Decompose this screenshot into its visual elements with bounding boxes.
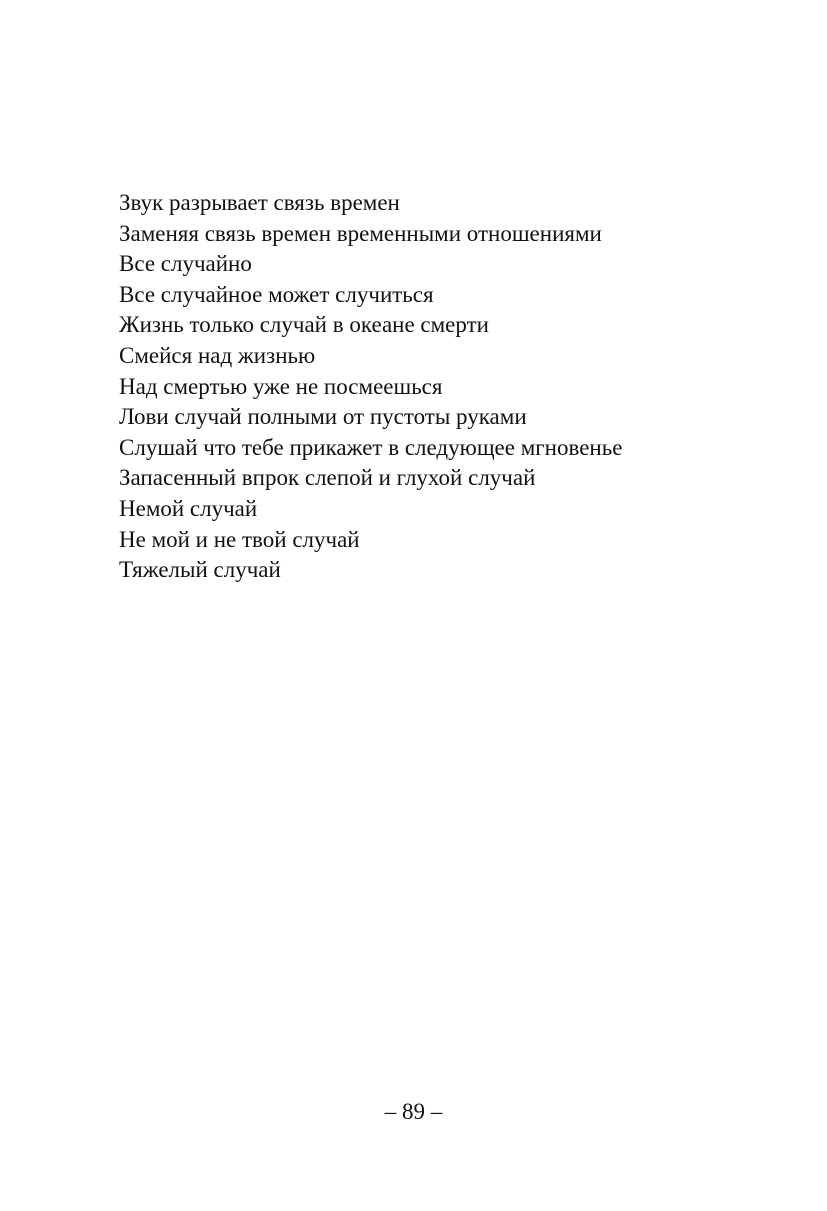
page-number: – 89 – xyxy=(384,1099,443,1124)
poem-line: Заменяя связь времен временными отношениями xyxy=(119,220,602,246)
poem-line: Запасенный впрок слепой и глухой случай xyxy=(119,465,536,491)
poem-line: Все случайное может случиться xyxy=(119,281,434,307)
poem-line: Смейся над жизнью xyxy=(119,342,316,368)
poem-line: Звук разрывает связь времен xyxy=(119,190,400,215)
poem-line: Не мой и не твой случай xyxy=(119,526,360,552)
poem-body xyxy=(119,188,779,586)
poem-line: Немой случай xyxy=(119,495,258,521)
poem-line: Все случайно xyxy=(119,251,252,277)
poem-line: Жизнь только случай в океане смерти xyxy=(119,312,489,338)
poem-line: Тяжелый случай xyxy=(119,557,281,583)
poem-line: Слушай что тебе прикажет в следующее мгновенье xyxy=(119,434,623,460)
poem-line: Над смертью уже не посмеешься xyxy=(119,373,443,399)
poem-line: Лови случай полными от пустоты руками xyxy=(119,404,527,430)
